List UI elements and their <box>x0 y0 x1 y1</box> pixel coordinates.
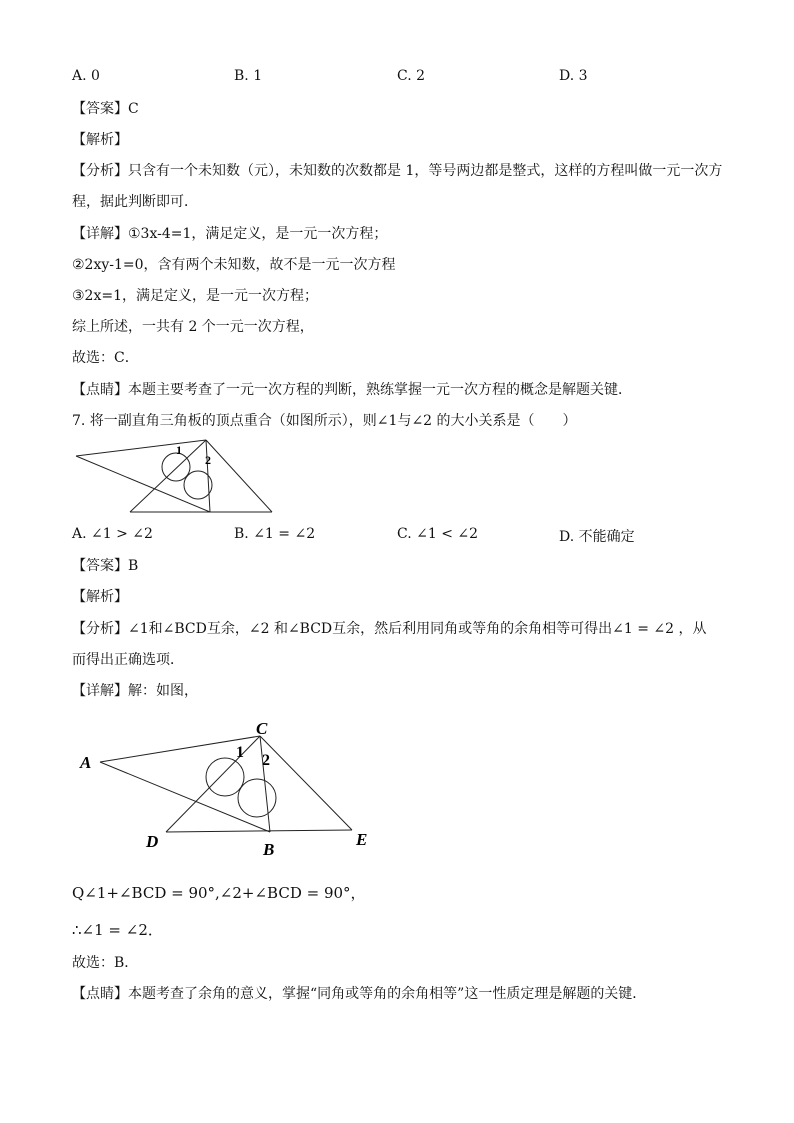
q7-option-a: A. ∠1 > ∠2 <box>72 526 153 542</box>
q7-figure-large <box>70 712 380 862</box>
small-angle-2-label: 2 <box>205 453 211 467</box>
detail-text: 解：如图， <box>128 683 198 699</box>
small-angle-1-label: 1 <box>176 443 182 457</box>
fenxi-text: 只含有一个未知数（元），未知数的次数都是 1，等号两边都是整式，这样的方程叫做一元一次方 <box>128 163 723 179</box>
q7-proof-line2: ∴∠1 = ∠2． <box>72 921 163 939</box>
q6-comment <box>72 381 632 399</box>
point-c-label: C <box>256 719 268 738</box>
comment-label: 【点睛】 <box>72 986 128 1002</box>
q6-summary: 综上所述，一共有 2 个一元一次方程， <box>72 319 314 335</box>
q7-option-d: D. 不能确定 <box>559 529 635 545</box>
q7-figure-small <box>70 438 280 518</box>
q6-detail-line2: ②2xy-1=0，含有两个未知数，故不是一元一次方程 <box>72 257 396 273</box>
q6-options <box>72 68 712 88</box>
comment-text: 本题考查了余角的意义，掌握“同角或等角的余角相等”这一性质定理是解题的关键． <box>128 986 647 1002</box>
q6-option-b: B. 1 <box>234 68 263 84</box>
q6-choice: 故选：C． <box>72 350 139 366</box>
q7-analysis-label: 【解析】 <box>72 589 128 605</box>
q7-fenxi <box>72 620 707 638</box>
q6-fenxi-cont: 程，据此判断即可． <box>72 194 198 210</box>
detail-label: 【详解】 <box>72 683 128 699</box>
answer-value: C <box>128 101 139 117</box>
comment-label: 【点睛】 <box>72 382 128 398</box>
q7-option-b: B. ∠1 = ∠2 <box>234 526 316 542</box>
detail-text: ①3x-4=1，满足定义，是一元一次方程； <box>128 226 388 242</box>
answer-label: 【答案】 <box>72 101 128 117</box>
answer-value: B <box>128 558 139 574</box>
q7-question: 7. 将一副直角三角板的顶点重合（如图所示），则∠1与∠2 的大小关系是（ ） <box>72 413 577 429</box>
q6-option-d: D. 3 <box>559 68 588 84</box>
angle-1-label: 1 <box>236 744 244 761</box>
q7-choice: 故选：B． <box>72 955 139 971</box>
point-d-label: D <box>146 832 159 851</box>
fenxi-text: ∠1和∠BCD互余，∠2 和∠BCD互余，然后利用同角或等角的余角相等可得出∠1 = ∠2 ，从 <box>128 621 707 637</box>
q6-analysis-label: 【解析】 <box>72 132 128 148</box>
answer-label: 【答案】 <box>72 558 128 574</box>
q7-detail <box>72 682 198 700</box>
q6-fenxi <box>72 162 722 180</box>
q6-detail <box>72 225 387 243</box>
q7-fenxi-cont: 而得出正确选项． <box>72 652 184 668</box>
q7-answer <box>72 557 138 575</box>
q6-detail-line3: ③2x=1，满足定义，是一元一次方程； <box>72 288 318 304</box>
angle-2-label: 2 <box>262 752 270 769</box>
comment-text: 本题主要考查了一元一次方程的判断，熟练掌握一元一次方程的概念是解题关键． <box>128 382 632 398</box>
fenxi-label: 【分析】 <box>72 163 128 179</box>
q7-proof-line1: Q∠1+∠BCD = 90°,∠2+∠BCD = 90°， <box>72 884 366 902</box>
q7-options <box>72 526 712 546</box>
point-a-label: A <box>80 753 92 772</box>
point-e-label: E <box>356 830 368 849</box>
q7-comment <box>72 985 646 1003</box>
q7-option-c: C. ∠1 < ∠2 <box>397 526 479 542</box>
q6-answer <box>72 100 139 118</box>
q6-option-c: C. 2 <box>397 68 426 84</box>
detail-label: 【详解】 <box>72 226 128 242</box>
fenxi-label: 【分析】 <box>72 621 128 637</box>
point-b-label: B <box>263 840 275 859</box>
q6-option-a: A. 0 <box>72 68 100 84</box>
